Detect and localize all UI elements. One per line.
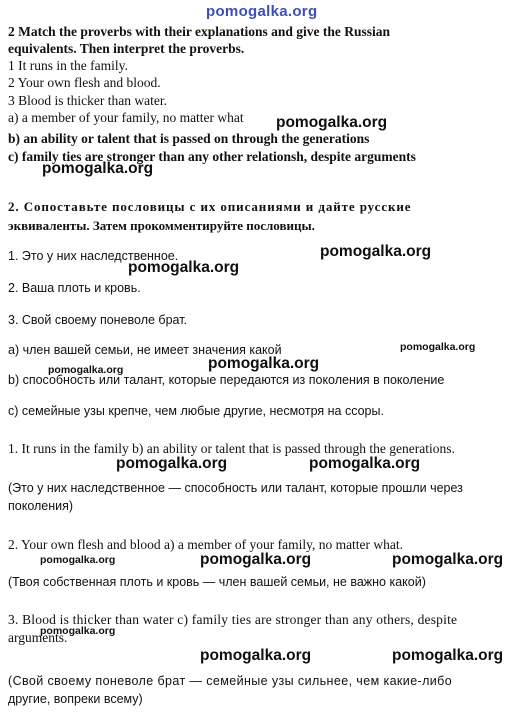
watermark: pomogalka.org [320,243,432,260]
proverb-en-2: 2 Your own flesh and blood. [8,75,161,90]
answer-1-ru-line1: (Это у них наследственное — способность или талант, которые прошли через [8,481,463,495]
proverb-ru-3: 3. Свой своему поневоле брат. [8,313,188,327]
proverb-ru-2: 2. Ваша плоть и кровь. [8,281,141,295]
answer-2-ru-line1: (Твоя собственная плоть и кровь — член вашей семьи, не важно какой) [8,575,426,589]
watermark: pomogalka.org [309,455,421,472]
watermark: pomogalka.org [128,259,240,276]
watermark: pomogalka.org [116,455,228,472]
watermark: pomogalka.org [276,114,388,131]
task-heading-en-line2: equivalents. Then interpret the proverbs. [8,41,245,56]
option-ru-b: b) способность или талант, которые передаются из поколения в поколение [8,373,445,387]
task-heading-ru-line1: 2. Сопоставьте пословицы с их описаниями и дайте русские [8,199,412,214]
option-ru-c: с) семейные узы крепче, чем любые другие, несмотря на ссоры. [8,404,384,418]
proverb-en-1: 1 It runs in the family. [8,58,128,73]
watermark: pomogalka.org [200,647,312,664]
answer-1-ru-line2: поколения) [8,499,74,513]
task-heading-ru-line2: эквиваленты. Затем прокомментируйте пословицы. [8,218,315,233]
option-en-b: b) an ability or talent that is passed on through the generations [8,131,370,146]
proverb-ru-1: 1. Это у них наследственное. [8,249,179,263]
answer-3-en-line1: 3. Blood is thicker than water c) family ties are stronger than any others, despite [8,612,458,627]
option-en-c: c) family ties are stronger than any other relationsh, despite arguments [8,149,416,164]
watermark: pomogalka.org [208,355,320,372]
watermark: pomogalka.org [40,554,116,566]
watermark: pomogalka.org [40,625,116,637]
option-en-a: a) a member of your family, no matter what [8,110,244,125]
watermark: pomogalka.org [392,647,504,664]
watermark: pomogalka.org [400,341,476,353]
answer-3-ru-line1: (Свой своему поневоле брат — семейные узы сильнее, чем какие-либо [8,674,453,688]
answer-1-en: 1. It runs in the family b) an ability or talent that is passed through the generations. [8,441,455,456]
watermark-top: pomogalka.org [206,3,318,20]
task-heading-en-line1: 2 Match the proverbs with their explanations and give the Russian [8,24,391,39]
watermark: pomogalka.org [48,364,124,376]
option-ru-a: а) член вашей семьи, не имеет значения какой [8,343,282,357]
proverb-en-3: 3 Blood is thicker than water. [8,93,167,108]
answer-3-en-line2: arguments. [8,630,68,645]
watermark: pomogalka.org [200,551,312,568]
answer-3-ru-line2: другие, вопреки всему) [8,692,143,706]
answer-2-en: 2. Your own flesh and blood a) a member of your family, no matter what. [8,537,404,552]
watermark: pomogalka.org [42,160,154,177]
watermark: pomogalka.org [392,551,504,568]
